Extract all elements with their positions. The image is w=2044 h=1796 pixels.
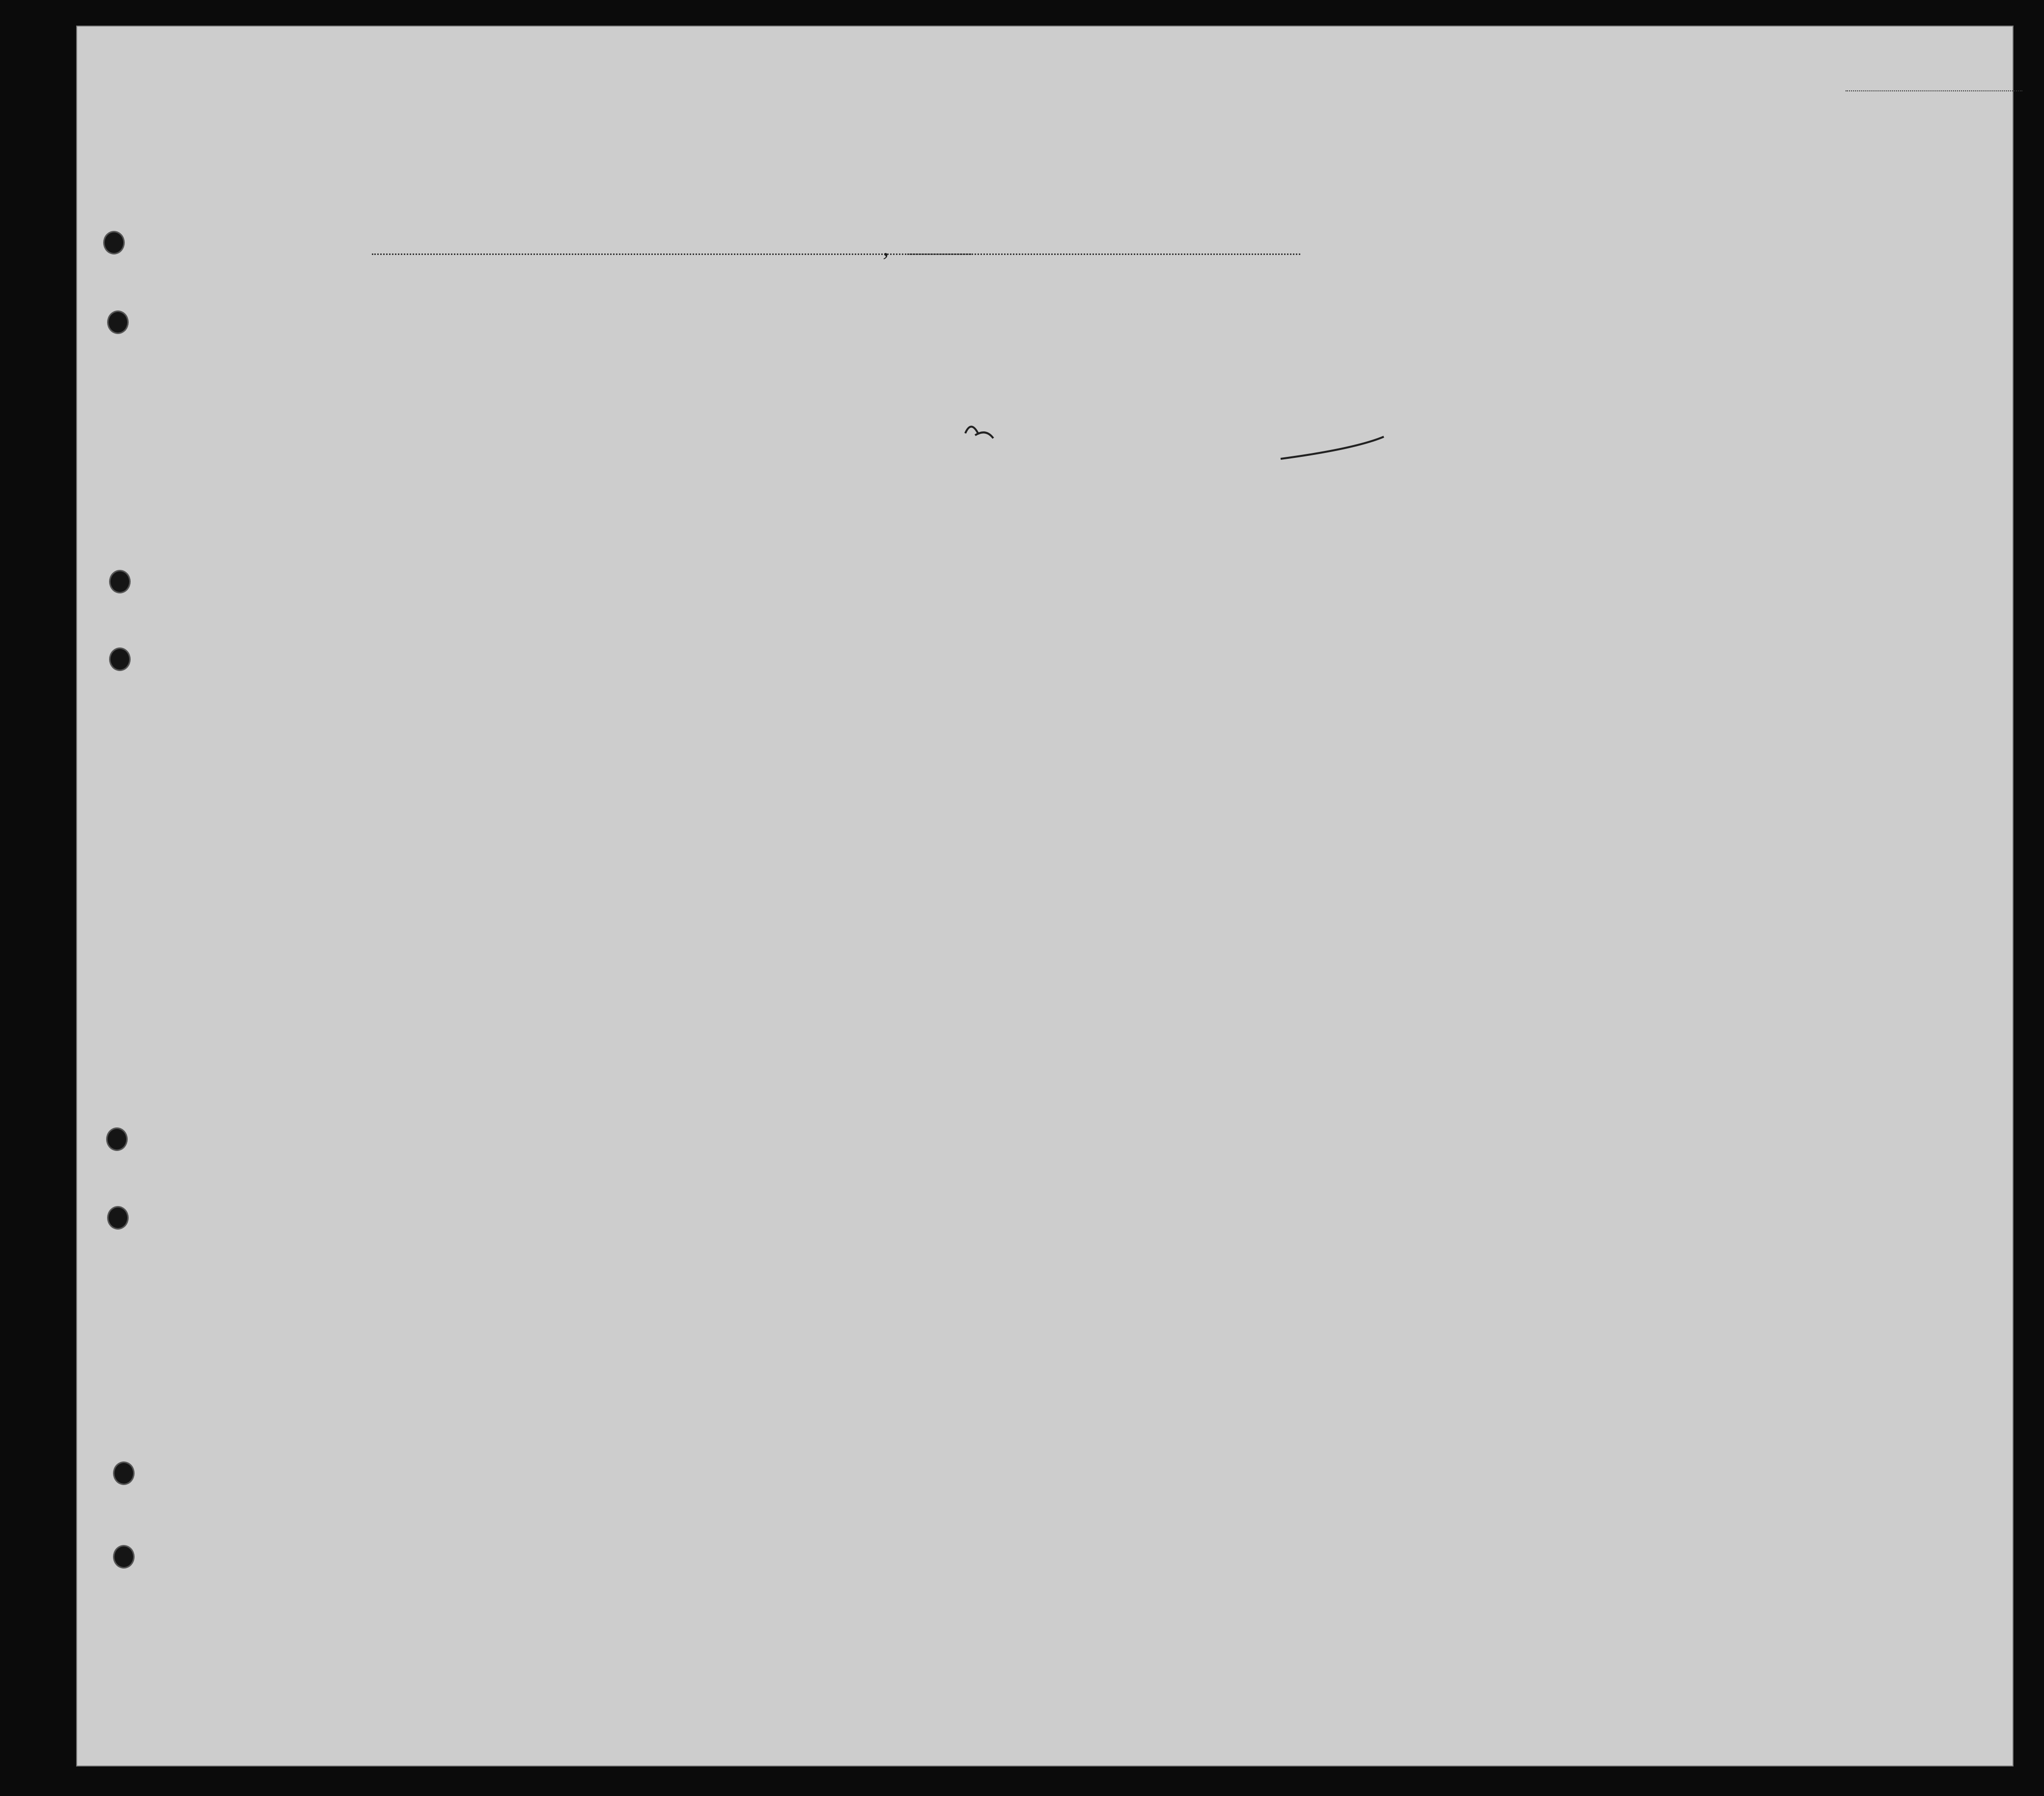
binder-hole — [106, 1127, 128, 1151]
manifest-grid — [77, 27, 2013, 1766]
binder-hole — [109, 570, 131, 593]
binder-hole — [103, 231, 125, 254]
binder-hole — [113, 1545, 135, 1569]
manifest-sheet: , — [76, 26, 2014, 1767]
binder-hole — [113, 1461, 135, 1485]
binder-hole — [107, 310, 129, 334]
binder-hole — [107, 1206, 129, 1230]
binder-hole — [109, 647, 131, 671]
